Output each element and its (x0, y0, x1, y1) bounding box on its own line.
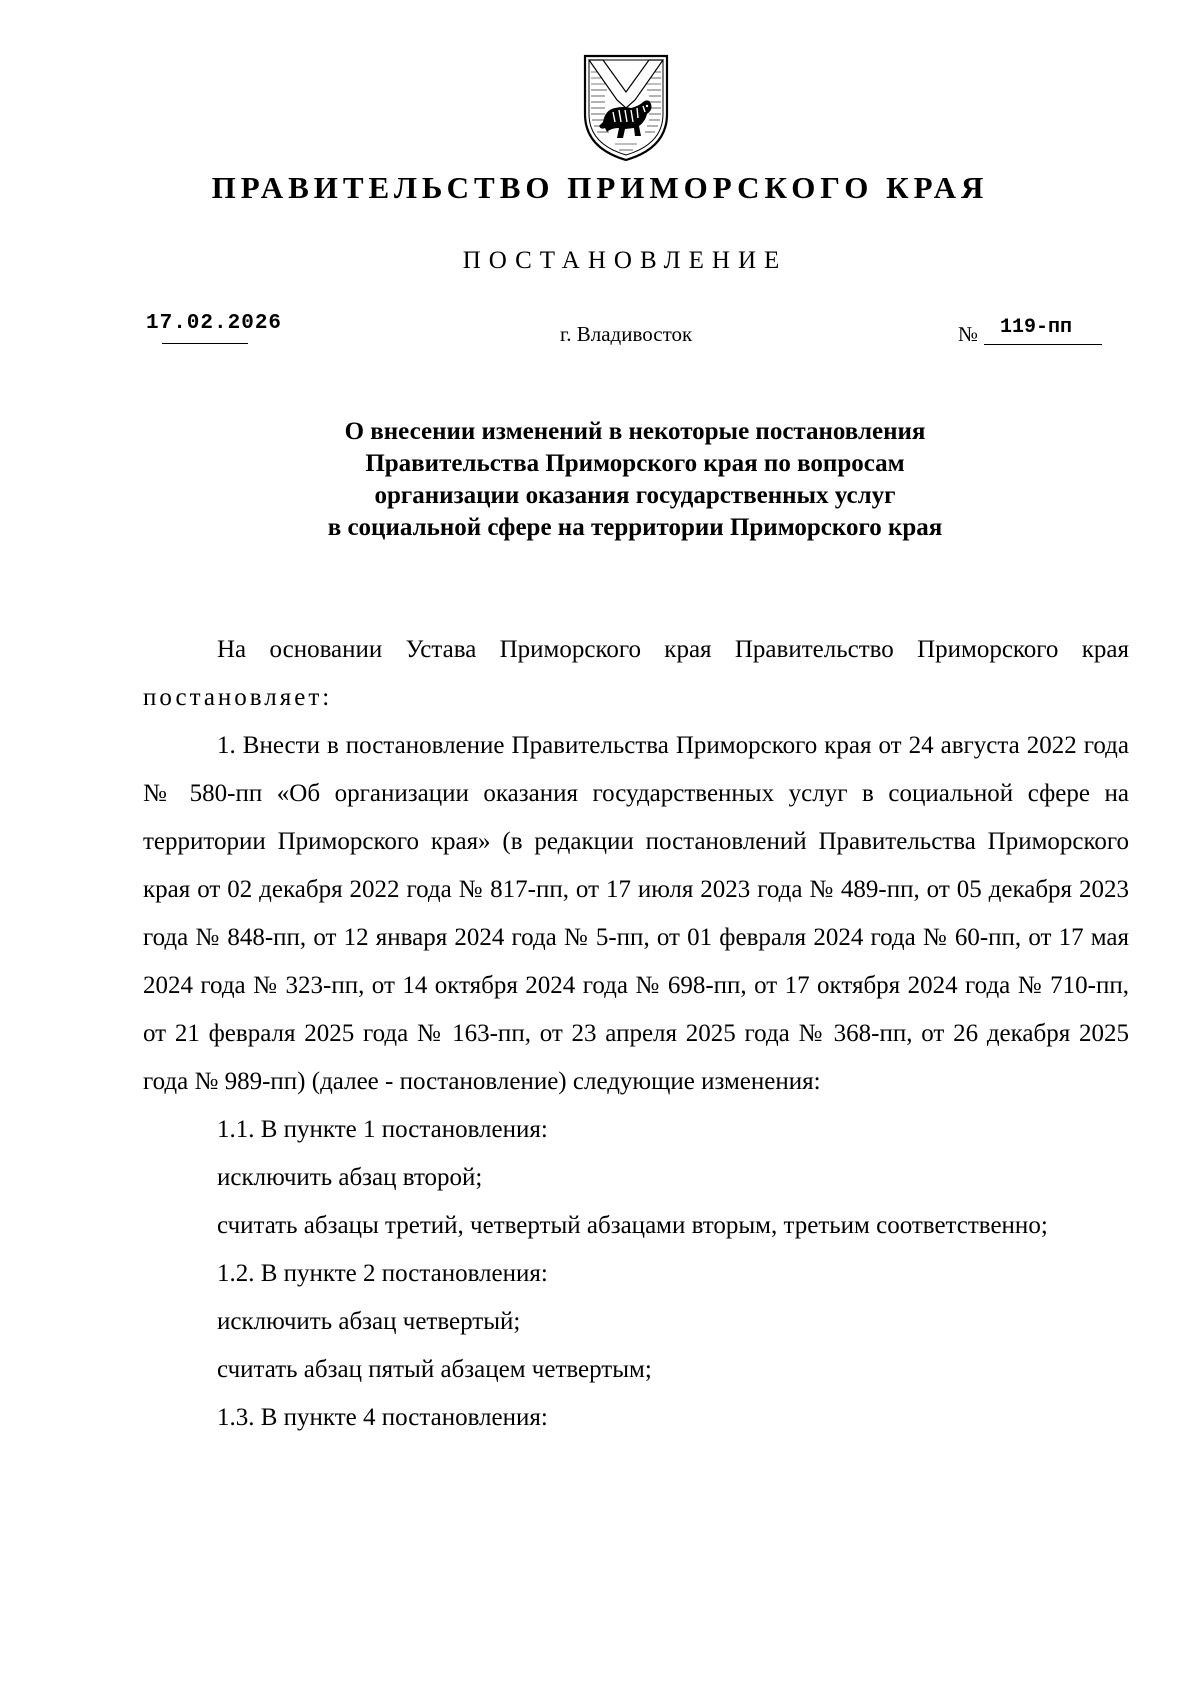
item-1-1-b: считать абзацы третий, четвертый абзацами вторым, третьим соответственно; (217, 1212, 1048, 1239)
document-city: г. Владивосток (560, 322, 693, 346)
heading-line: в социальной сфере на территории Приморского края (327, 514, 943, 541)
item-1: 1. Внести в постановление Правительства Приморского края от 24 августа 2022 года № 580-пп «Об организации оказания государственных услуг в социальной сфере на территории Приморского края» (в редакции постановлений Правительства Приморского края от 02 декабря 2022 года № 817-пп, от 17 июля 2023 года № 489-пп, от 05 декабря 2023 года № 848-пп, от 12 января 2024 года № 5-пп, от 01 февраля 2024 года № 60-пп, от 17 мая 2024 года № 323-пп, от 14 октября 2024 года № 698-пп, от 17 октября 2024 года № 710-пп, от 21 февраля 2025 года № 163-пп, от 23 апреля 2025 года № 368-пп, от 26 декабря 2025 года № 989-пп) (далее - постановление) следующие изменения: (143, 732, 1129, 1095)
item-1-3: 1.3. В пункте 4 постановления: (217, 1404, 548, 1431)
heading-line: Правительства Приморского края по вопросам (365, 450, 905, 477)
item-1-1-a: исключить абзац второй; (217, 1164, 483, 1191)
document-type: ПОСТАНОВЛЕНИЕ (462, 247, 788, 274)
number-underline (984, 344, 1102, 345)
organization-title: ПРАВИТЕЛЬСТВО ПРИМОРСКОГО КРАЯ (211, 170, 989, 205)
date-underline (162, 343, 248, 344)
intro-emphasis: постановляет: (143, 684, 333, 711)
item-1-1: 1.1. В пункте 1 постановления: (217, 1116, 548, 1143)
coat-of-arms-icon (579, 52, 673, 164)
intro-text: На основании Устава Приморского края Правительство Приморского края (217, 636, 1129, 663)
document-date: 17.02.2026 (146, 312, 283, 335)
item-1-2-b: считать абзац пятый абзацем четвертым; (217, 1356, 652, 1383)
item-1-2: 1.2. В пункте 2 постановления: (217, 1260, 548, 1287)
heading-line: О внесении изменений в некоторые постановления (344, 418, 926, 445)
heading-line: организации оказания государственных услуг (374, 482, 896, 509)
document-number: 119-пп (1000, 316, 1073, 339)
item-1-2-a: исключить абзац четвертый; (217, 1308, 521, 1335)
intro-paragraph (143, 626, 1129, 722)
document-number-label: № (958, 322, 979, 346)
document-heading (0, 416, 1200, 544)
document-body (143, 626, 1129, 1442)
